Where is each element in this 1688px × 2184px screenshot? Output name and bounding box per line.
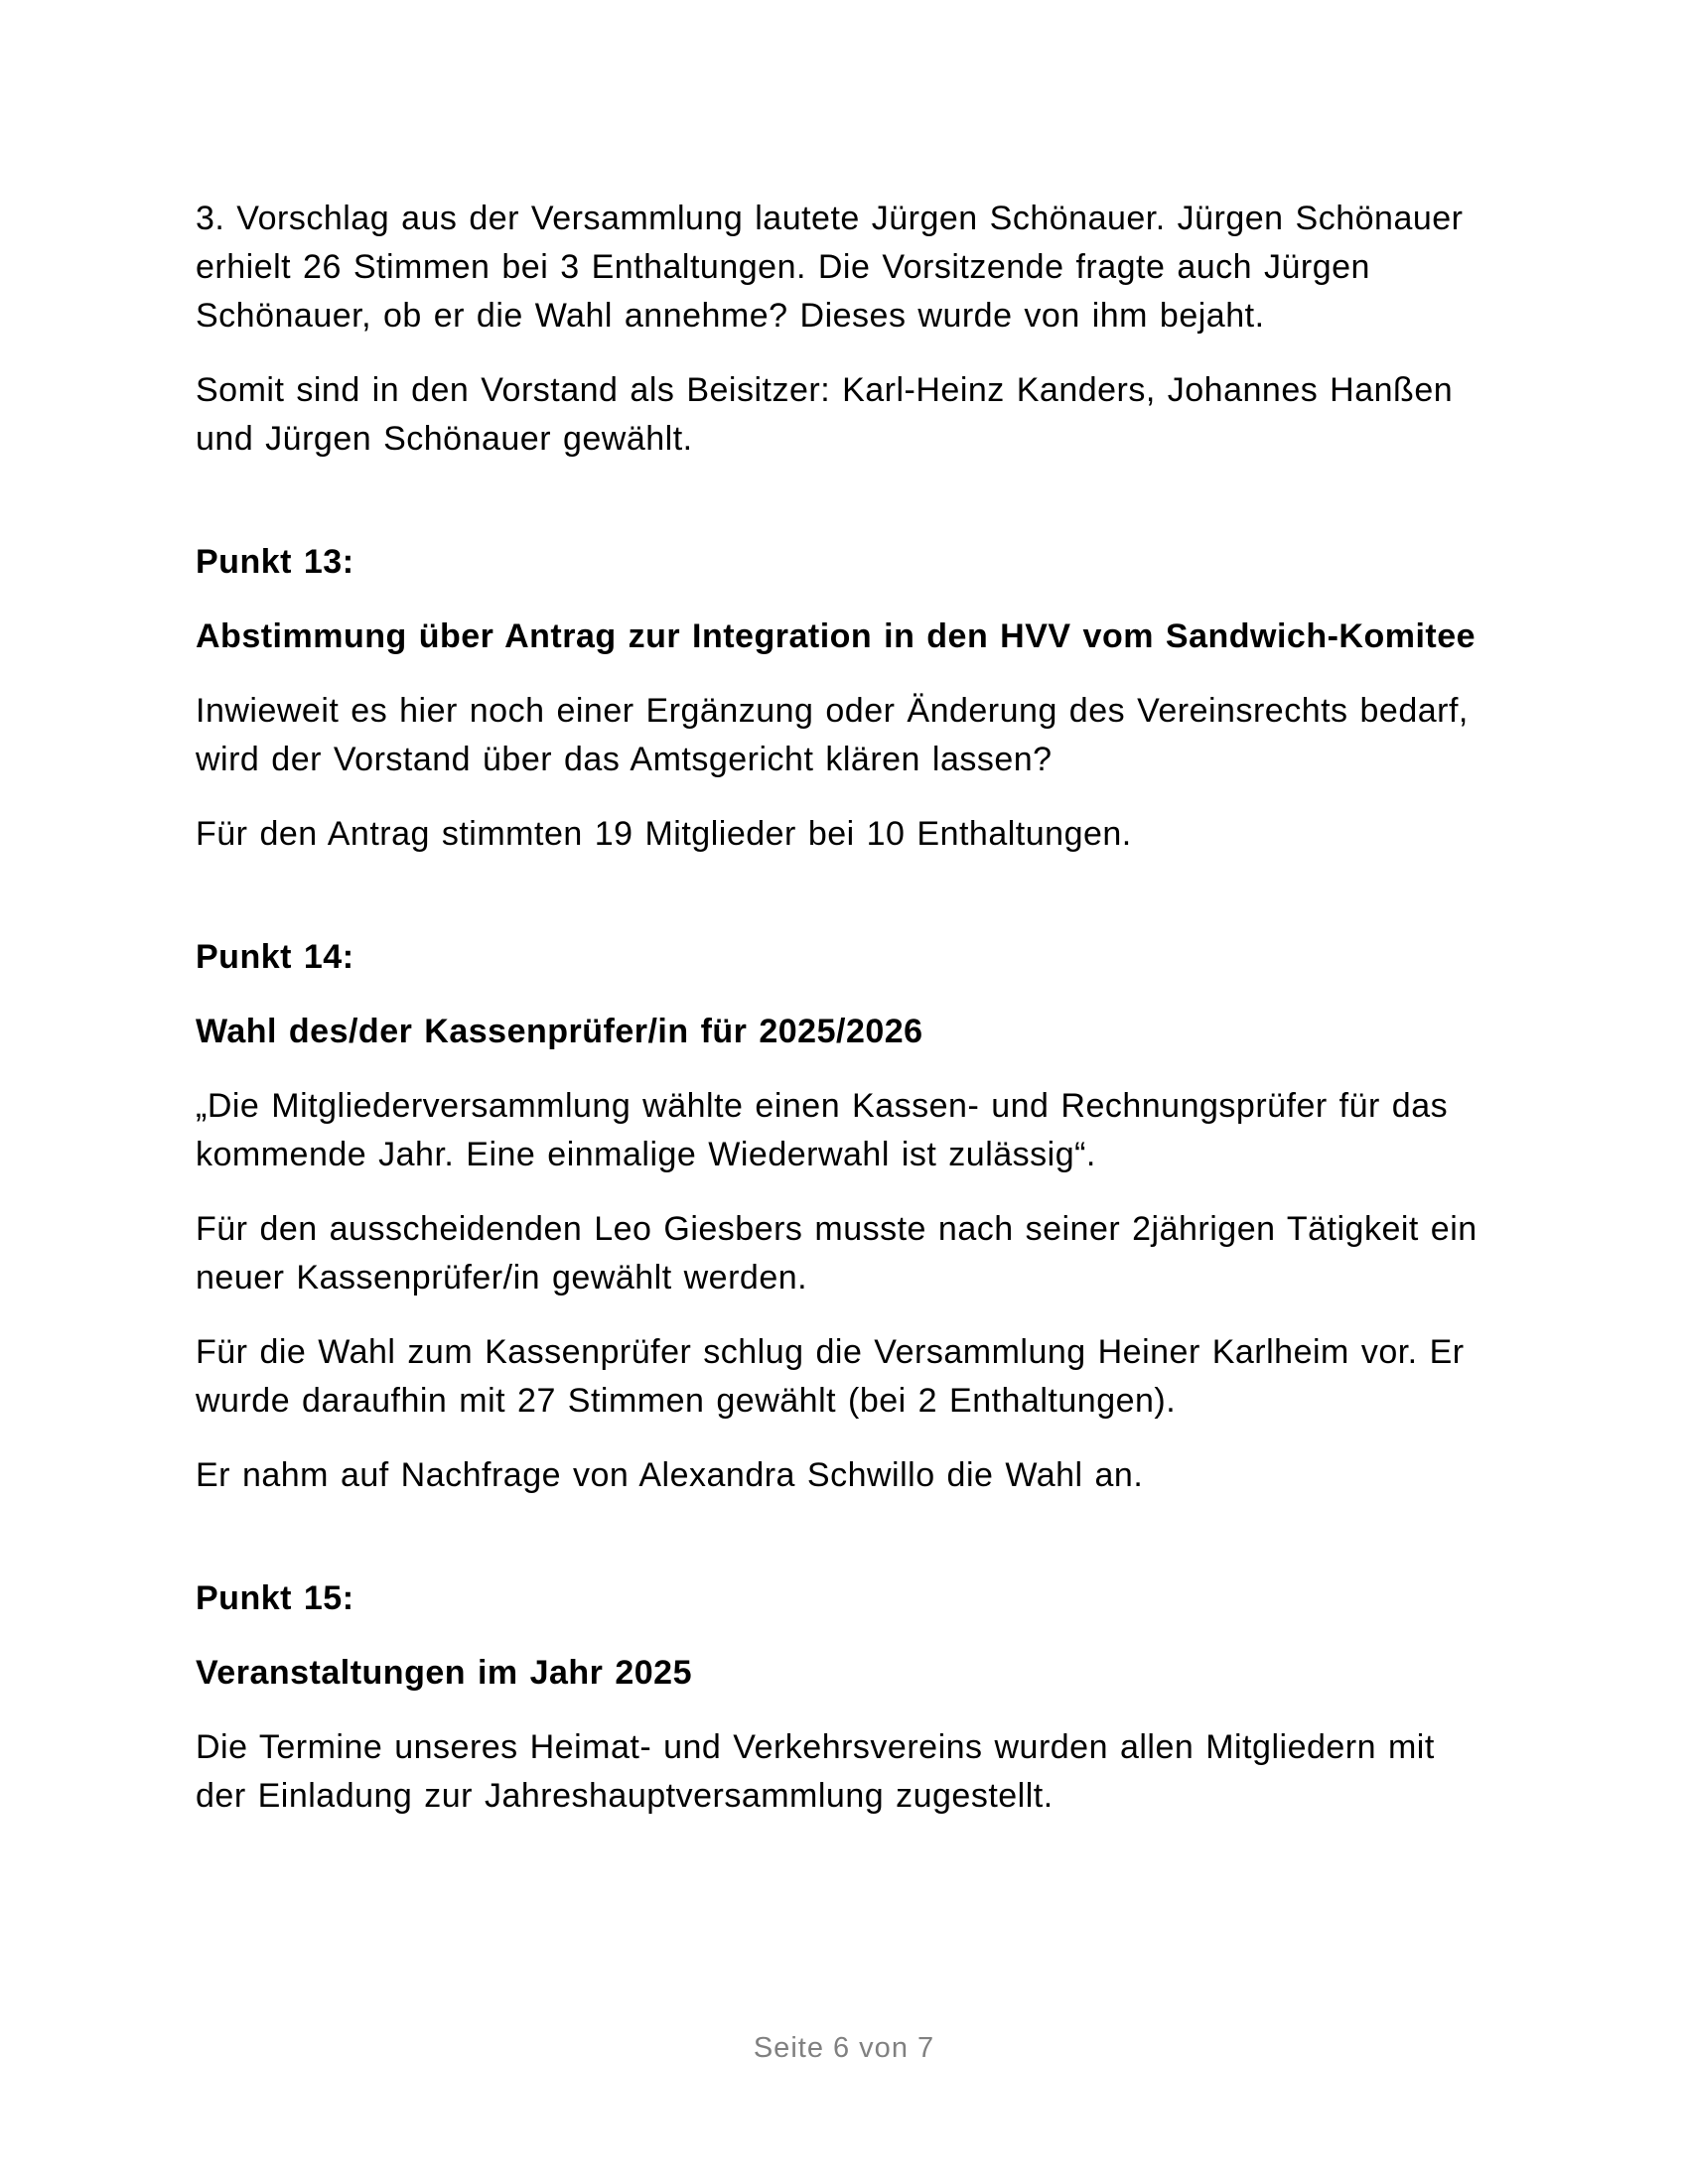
heading-punkt-14: Punkt 14: (196, 938, 354, 976)
paragraph-antrag-stimmen: Für den Antrag stimmten 19 Mitglieder bei 10 Enthaltungen. (196, 815, 1132, 853)
heading-abstimmung-antrag: Abstimmung über Antrag zur Integration in den HVV vom Sandwich-Komitee (196, 617, 1477, 655)
heading-punkt-15: Punkt 15: (196, 1579, 354, 1617)
paragraph-vorstand-beisitzer: Somit sind in den Vorstand als Beisitzer: Karl-Heinz Kanders, Johannes Hanßen und Jürgen Schönauer gewählt. (196, 371, 1454, 458)
heading-veranstaltungen-2025: Veranstaltungen im Jahr 2025 (196, 1654, 692, 1692)
heading-punkt-13: Punkt 13: (196, 543, 354, 581)
document-body (196, 195, 1486, 1846)
heading-wahl-kassenpruefer: Wahl des/der Kassenprüfer/in für 2025/2026 (196, 1013, 923, 1050)
paragraph-vorschlag-3: 3. Vorschlag aus der Versammlung lautete Jürgen Schönauer. Jürgen Schönauer erhielt 26 Stimmen bei 3 Enthaltungen. Die Vorsitzende fragte auch Jürgen Schönauer, ob er die Wahl annehme? Dieses wurde von ihm bejaht. (196, 200, 1464, 335)
paragraph-mitgliederversammlung-zitat: „Die Mitgliederversammlung wählte einen Kassen- und Rechnungsprüfer für das kommende Jahr. Eine einmalige Wiederwahl ist zulässig“. (196, 1087, 1449, 1173)
paragraph-wahlannahme-schwillo: Er nahm auf Nachfrage von Alexandra Schwillo die Wahl an. (196, 1456, 1144, 1494)
page-number-footer: Seite 6 von 7 (753, 2032, 935, 2064)
paragraph-wahl-karlheim: Für die Wahl zum Kassenprüfer schlug die Versammlung Heiner Karlheim vor. Er wurde daraufhin mit 27 Stimmen gewählt (bei 2 Enthaltungen). (196, 1333, 1465, 1420)
paragraph-ausscheidender-giesbers: Für den ausscheidenden Leo Giesbers musste nach seiner 2jährigen Tätigkeit ein neuer Kassenprüfer/in gewählt werden. (196, 1210, 1477, 1297)
paragraph-inwieweit: Inwieweit es hier noch einer Ergänzung oder Änderung des Vereinsrechts bedarf, wird der Vorstand über das Amtsgericht klären lassen? (196, 692, 1469, 778)
paragraph-termine-einladung: Die Termine unseres Heimat- und Verkehrsvereins wurden allen Mitgliedern mit der Einladung zur Jahreshauptversammlung zugestellt. (196, 1728, 1435, 1815)
